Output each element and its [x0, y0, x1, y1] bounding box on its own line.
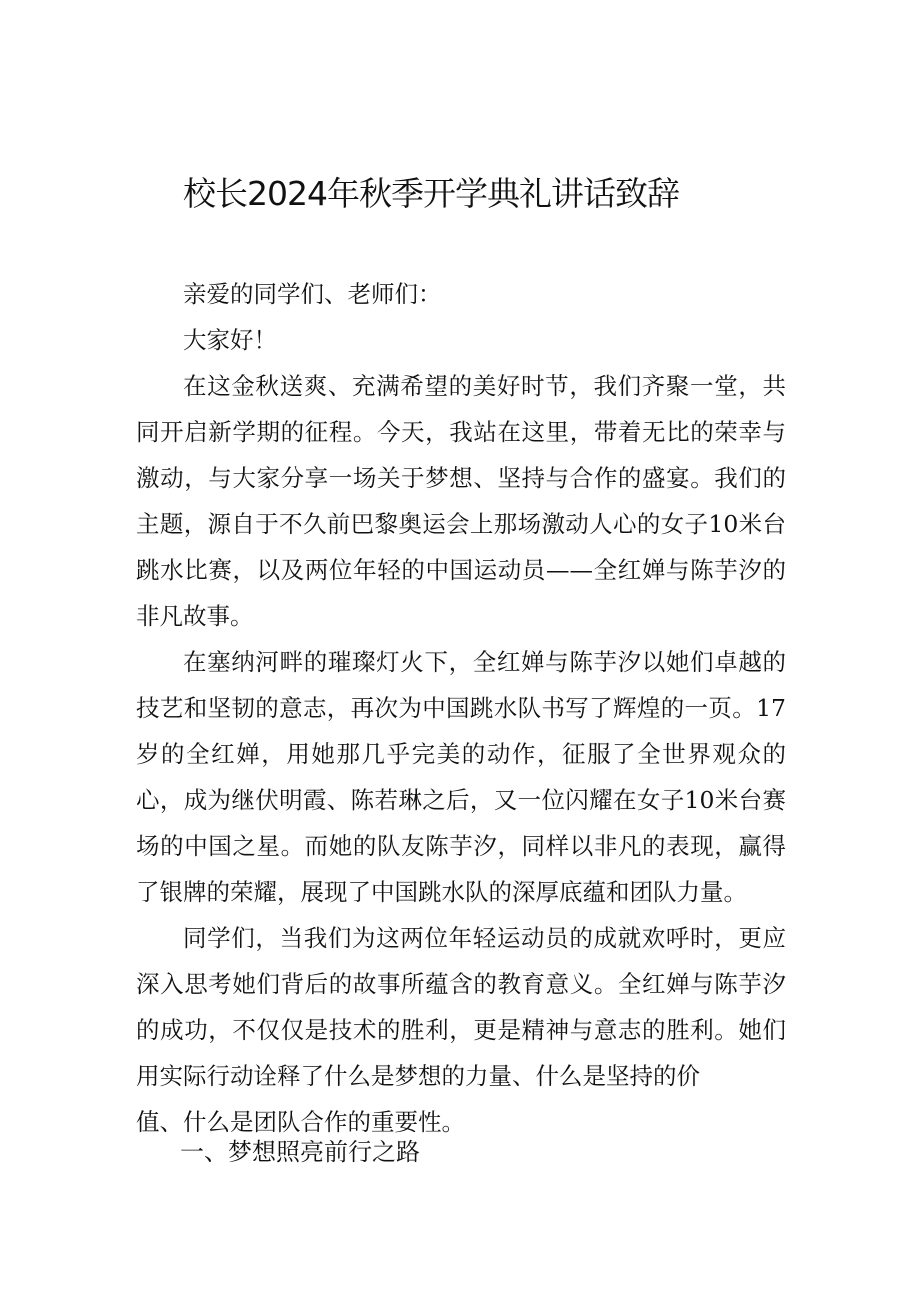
document-title: 校长2024年秋季开学典礼讲话致辞: [183, 174, 679, 213]
salutation: 亲爱的同学们、老师们：: [183, 280, 442, 308]
section-heading: 一、梦想照亮前行之路: [180, 1138, 420, 1166]
paragraph-2: 在塞纳河畔的璀璨灯火下，全红婵与陈芋汐以她们卓越的技艺和坚韧的意志，再次为中国跳水队书写了辉煌的一页。17岁的全红婵，用她那几乎完美的动作，征服了全世界观众的心，成为继伏明霞、陈若琳之后，又一位闪耀在女子10米台赛场的中国之星。而她的队友陈芋汐，同样以非凡的表现，赢得了银牌的荣耀，展现了中国跳水队的深厚底蕴和团队力量。: [136, 648, 786, 906]
paragraph-3: [136, 915, 786, 1145]
document-body: [136, 271, 786, 1145]
greeting: 大家好！: [183, 326, 277, 354]
paragraph-3-line-2: 值、什么是团队合作的重要性。: [136, 1108, 465, 1136]
paragraph-3-line-1: 同学们，当我们为这两位年轻运动员的成就欢呼时，更应深入思考她们背后的故事所蕴含的教育意义。全红婵与陈芋汐的成功，不仅仅是技术的胜利，更是精神与意志的胜利。她们用实际行动诠释了什么是梦想的力量、什么是坚持的价: [136, 924, 786, 1090]
paragraph-1: 在这金秋送爽、充满希望的美好时节，我们齐聚一堂，共同开启新学期的征程。今天，我站在这里，带着无比的荣幸与激动，与大家分享一场关于梦想、坚持与合作的盛宴。我们的主题，源自于不久前巴黎奥运会上那场激动人心的女子10米台跳水比赛，以及两位年轻的中国运动员——全红婵与陈芋汐的非凡故事。: [136, 372, 786, 630]
